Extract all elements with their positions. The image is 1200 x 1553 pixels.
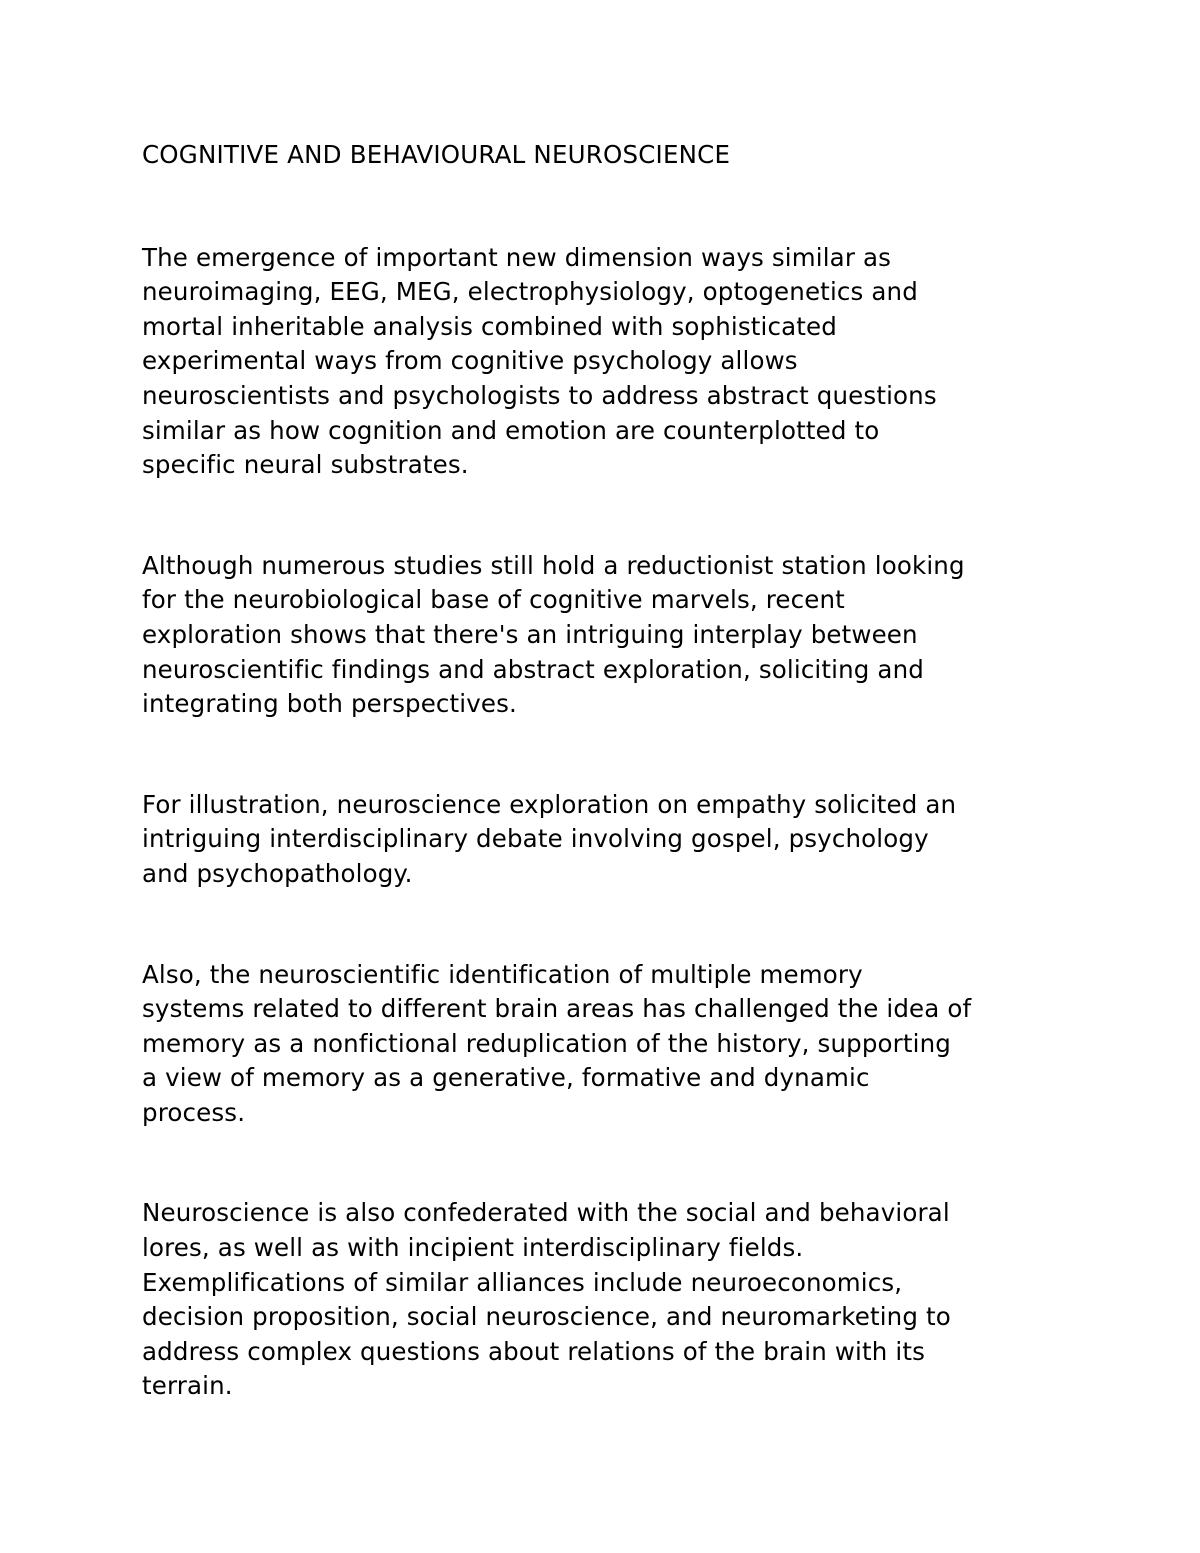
paragraph-neuroimaging-methods: The emergence of important new dimension ways similar as neuroimaging, EEG, MEG, electrophysiology, optogenetics and mortal inheritable analysis combined with sophisticated experimental ways from cognitive psychology allows neuroscientists and psychologists to address abstract questions similar as how cognition and emotion are counterplotted to specific neural substrates. <box>142 242 937 480</box>
paragraph-reductionist-view: Although numerous studies still hold a reductionist station looking for the neurobiological base of cognitive marvels, recent exploration shows that there's an intriguing interplay between neuroscientific findings and abstract exploration, soliciting and integrating both perspectives. <box>142 550 965 719</box>
spacer <box>142 722 1072 788</box>
document-body <box>142 138 1072 1404</box>
spacer <box>142 892 1072 958</box>
spacer <box>142 483 1072 549</box>
paragraph-memory-systems: Also, the neuroscientific identification of multiple memory systems related to different brain areas has challenged the idea of memory as a nonfictional reduplication of the history, supporting a view of memory as a generative, formative and dynamic process. <box>142 959 972 1127</box>
paragraph-empathy-example: For illustration, neuroscience exploration on empathy solicited an intriguing interdisciplinary debate involving gospel, psychology and psychopathology. <box>142 789 957 888</box>
document-title: COGNITIVE AND BEHAVIOURAL NEUROSCIENCE <box>142 140 731 169</box>
spacer <box>142 1130 1072 1196</box>
paragraph-interdisciplinary-fields: Neuroscience is also confederated with the social and behavioral lores, as well as with incipient interdisciplinary fields. Exemplifications of similar alliances include neuroeconomics, decision proposition, social neuroscience, and neuromarketing to address complex questions about relations of the brain with its terrain. <box>142 1198 951 1401</box>
spacer <box>142 173 1072 241</box>
